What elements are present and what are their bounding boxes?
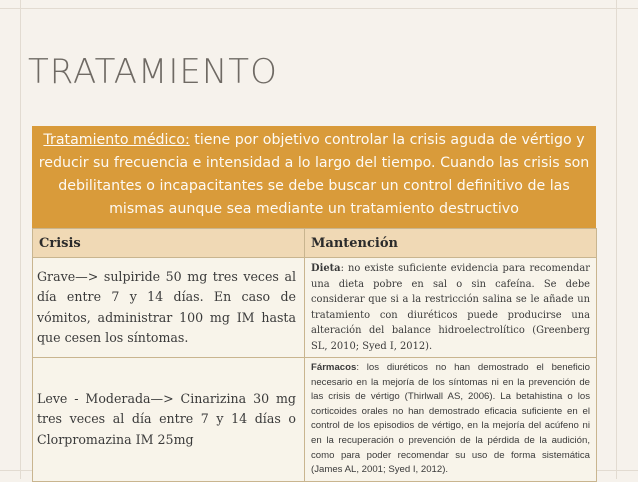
banner-text: tiene por objetivo controlar la crisis aguda de vértigo y reducir su frecuencia e intensidad a lo largo del tiempo. Cuando las crisis son debilitantes o incapacitantes se debe buscar un control definitivo de las mismas aunque sea mediante un tratamiento destructivo bbox=[38, 132, 590, 217]
farmacos-label: Fármacos bbox=[311, 362, 357, 373]
frame-line-top bbox=[0, 8, 638, 9]
treatment-table bbox=[32, 228, 597, 482]
table-row bbox=[33, 358, 597, 482]
dieta-label: Dieta bbox=[311, 263, 341, 274]
slide-title: TRATAMIENTO bbox=[28, 52, 278, 92]
frame-line-right bbox=[616, 0, 617, 479]
farmacos-text: : los diuréticos no han demostrado el beneficio necesario en la mejoría de los síntomas ni en la prevención de las crisis de vértigo (Thirlwall AS, 2006). La betahistina o los corticoides orales no han demostrado eficacia suficiente en el control de los episodios de vértigo, en la mejoría del acúfeno ni en la recuperación o prevención de la pérdida de la audición, como para poder recomendar su uso de forma sistemática (James AL, 2001; Syed I, 2012). bbox=[311, 362, 590, 476]
cell-crisis-leve: Leve - Moderada—> Cinarizina 30 mg tres veces al día entre 7 y 14 días o Clorpromazina IM 25mg bbox=[33, 358, 305, 482]
treatment-banner bbox=[32, 126, 596, 228]
header-mantencion: Mantención bbox=[305, 229, 597, 258]
table-row bbox=[33, 258, 597, 358]
dieta-text: : no existe suficiente evidencia para recomendar una dieta pobre en sal o sin cafeína. Se debe considerar que si a la restricción salina se le añade un tratamiento con diuréticos puede producirse una alteración del balance hidroelectrolítico (Greenberg SL, 2010; Syed I, 2012). bbox=[311, 263, 590, 352]
banner-lead: Tratamiento médico: bbox=[43, 132, 190, 148]
table-header-row bbox=[33, 229, 597, 258]
frame-line-left bbox=[20, 0, 21, 479]
header-crisis: Crisis bbox=[33, 229, 305, 258]
cell-farmacos bbox=[305, 358, 597, 482]
cell-dieta bbox=[305, 258, 597, 358]
cell-crisis-grave: Grave—> sulpiride 50 mg tres veces al día entre 7 y 14 días. En caso de vómitos, administrar 100 mg IM hasta que cesen los síntomas. bbox=[33, 258, 305, 358]
